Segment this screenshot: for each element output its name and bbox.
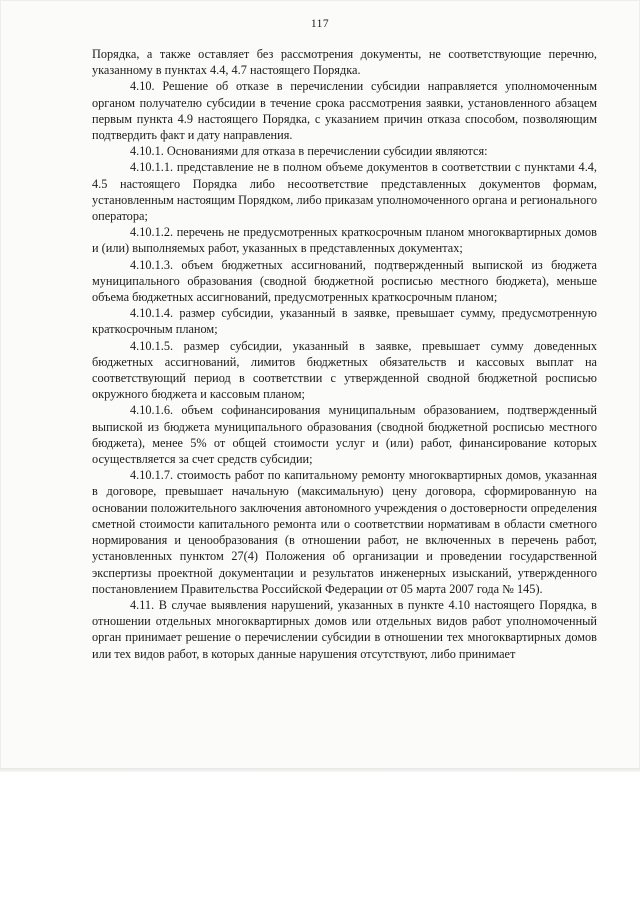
- paragraph-4-10-1-2: 4.10.1.2. перечень не предусмотренных краткосрочным планом многоквартирных домов и (или) выполняемых работ, указанных в представленных документах;: [92, 225, 597, 256]
- paragraph-4-10-1-3: 4.10.1.3. объем бюджетных ассигнований, подтвержденный выпиской из бюджета муниципального образования (сводной бюджетной росписью местного бюджета), меньше объема бюджетных ассигнований, предусмотренных краткосрочным планом;: [92, 257, 597, 305]
- paragraph-4-10-1-5: 4.10.1.5. размер субсидии, указанный в заявке, превышает сумму доведенных бюджетных ассигнований, лимитов бюджетных обязательств и кассовых выплат на соответствующий период в соответствии с утвержденной сводной бюджетной росписью окружного бюджета и кассовым планом;: [92, 338, 597, 402]
- paragraph-4-10: 4.10. Решение об отказе в перечислении субсидии направляется уполномоченным органом получателю субсидии в течение срока рассмотрения заявки, установленного абзацем первым пункта 4.9 настоящего Порядка, с указанием причин отказа способом, позволяющим подтвердить факт и дату направления.: [92, 79, 597, 143]
- paragraph-4-10-1-7: 4.10.1.7. стоимость работ по капитальному ремонту многоквартирных домов, указанная в договоре, превышает начальную (максимальную) цену договора, сформированную на основании положительного заключения автономного учреждения о достоверности определения сметной стоимости капитального ремонта или о соответствии нормативам в области сметного нормирования и ценообразования (в отношении работ, не включенных в перечень работ, установленных пунктом 27(4) Положения об организации и проведении государственной экспертизы проектной документации и результатов инженерных изысканий, утвержденного постановлением Правительства Российской Федерации от 05 марта 2007 года № 145).: [92, 468, 597, 596]
- paragraph-4-10-1-4: 4.10.1.4. размер субсидии, указанный в заявке, превышает сумму, предусмотренную краткосрочным планом;: [92, 306, 597, 337]
- document-body: [92, 46, 597, 662]
- paragraph-4-11: 4.11. В случае выявления нарушений, указанных в пункте 4.10 настоящего Порядка, в отношении отдельных многоквартирных домов или отдельных видов работ уполномоченный орган принимает решение о перечислении субсидии в отношении тех многоквартирных домов или тех видов работ, в которых данные нарушения отсутствуют, либо принимает: [92, 597, 597, 661]
- paragraph-4-10-1: 4.10.1. Основаниями для отказа в перечислении субсидии являются:: [130, 144, 488, 159]
- page-bottom-edge: [0, 768, 640, 772]
- paragraph-continuation: Порядка, а также оставляет без рассмотрения документы, не соответствующие перечню, указанному в пунктах 4.4, 4.7 настоящего Порядка.: [92, 47, 597, 78]
- paragraph-4-10-1-6: 4.10.1.6. объем софинансирования муниципальным образованием, подтвержденный выпиской из бюджета муниципального образования (сводной бюджетной росписью местного бюджета), менее 5% от общей стоимости услуг и (или) работ, финансирование которых осуществляется за счет средств субсидии;: [92, 403, 597, 467]
- paragraph-4-10-1-1: 4.10.1.1. представление не в полном объеме документов в соответствии с пунктами 4.4, 4.5 настоящего Порядка либо несоответствие представленных документов формам, установленным настоящим Порядком, либо приказам уполномоченного органа и регионального оператора;: [92, 160, 597, 224]
- page-number: 117: [310, 18, 330, 30]
